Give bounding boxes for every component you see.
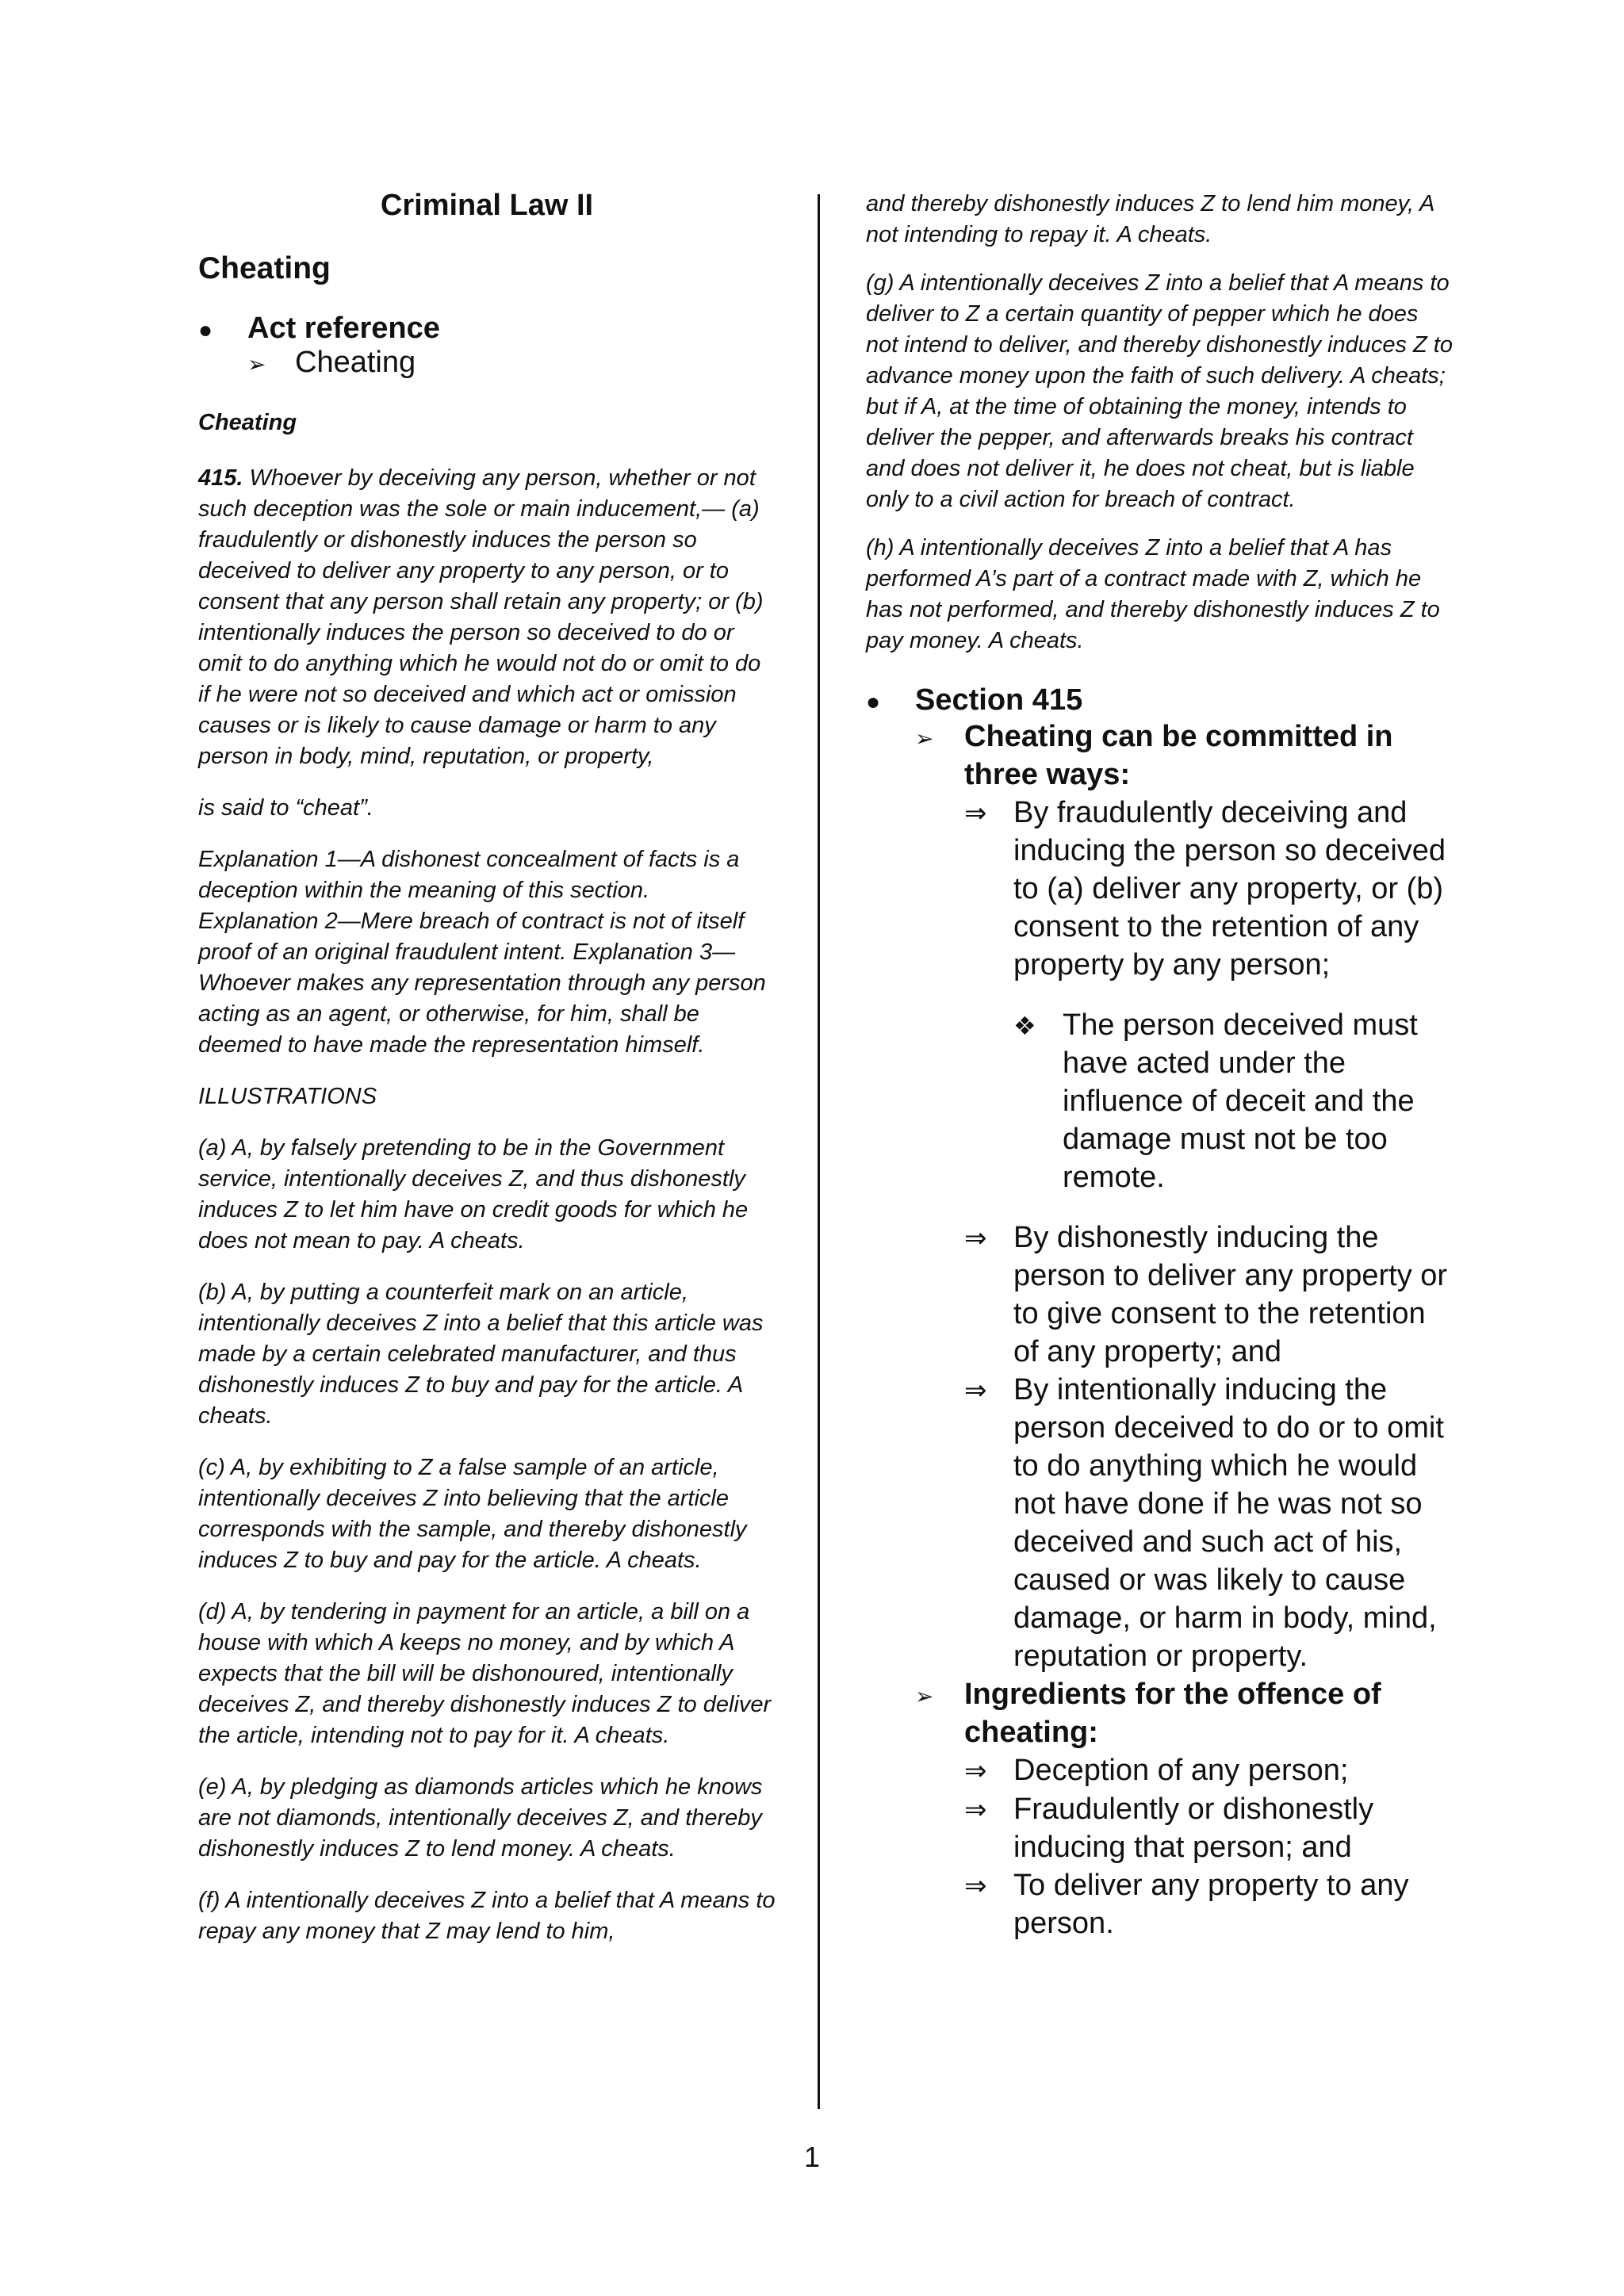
way-2 (964, 1219, 1453, 1371)
implies-arrow-icon: ⇒ (964, 798, 987, 828)
illustration-b: (b) A, by putting a counterfeit mark on an article, intentionally deceives Z into a belief that this article was made by a certain celebrated manufacturer, and thus dishonestly induces Z to buy and pay for the article. A cheats. (198, 1280, 764, 1429)
bullet-dot-icon: ● (198, 317, 213, 343)
arrowhead-bullet-icon: ➢ (915, 1684, 934, 1709)
implies-arrow-icon: ⇒ (964, 1795, 987, 1825)
topic-heading: Cheating (198, 251, 331, 285)
document-title: Criminal Law II (380, 189, 594, 222)
way-3-text: By intentionally inducing the person deceived to do or to omit to do anything which he would not have done if he was not so deceived and such act of his, caused or was likely to cause damage, or harm in body, mind, reputation or property. (1013, 1373, 1444, 1673)
bullet-dot-icon: ● (866, 689, 881, 715)
implies-arrow-icon: ⇒ (964, 1223, 987, 1253)
illustration-f: (f) A intentionally deceives Z into a belief that A means to repay any money that Z may lend to him, (198, 1888, 776, 1944)
ingredient-item (964, 1866, 1453, 1942)
ingredient-text: Deception of any person; (1013, 1754, 1349, 1787)
act-reference-bullet (198, 312, 776, 346)
right-column (866, 189, 1453, 1942)
ingredient-text: To deliver any property to any person. (1013, 1869, 1409, 1940)
ingredient-item (964, 1751, 1453, 1790)
implies-arrow-icon: ⇒ (964, 1756, 987, 1786)
implies-arrow-icon: ⇒ (964, 1376, 987, 1406)
section-415-bullet (866, 683, 1453, 718)
act-reference-label: Act reference (247, 312, 440, 345)
left-column (198, 189, 776, 1968)
column-divider (818, 194, 820, 2109)
illustration-c: (c) A, by exhibiting to Z a false sample of an article, intentionally deceives Z into believing that the article corresponds with the sample, and thereby dishonestly induces Z to buy and pay for the article. A cheats. (198, 1455, 747, 1573)
diamond-bullet-icon: ❖ (1013, 1012, 1036, 1040)
section-415-label: Section 415 (915, 683, 1083, 717)
ingredient-text: Fraudulently or dishonestly inducing that person; and (1013, 1793, 1374, 1864)
section-number: 415. (198, 465, 243, 491)
ways-heading-row (915, 718, 1453, 794)
way-3 (964, 1371, 1453, 1675)
way-1-note-text: The person deceived must have acted under the influence of deceit and the damage must not be too remote. (1063, 1008, 1418, 1194)
arrowhead-bullet-icon: ➢ (915, 726, 934, 751)
act-reference-sub (247, 346, 776, 380)
act-reference-sub-label: Cheating (295, 346, 416, 379)
illustration-h: (h) A intentionally deceives Z into a belief that A has performed A’s part of a contract made with Z, which he has not performed, and thereby dishonestly induces Z to pay money. A cheats. (866, 535, 1440, 653)
illustration-f-continued: and thereby dishonestly induces Z to lend him money, A not intending to repay it. A cheats. (866, 191, 1434, 247)
illustration-a: (a) A, by falsely pretending to be in the Government service, intentionally deceives Z, and thus dishonestly induces Z to let him have on credit goods for which he does not mean to pay. A cheats. (198, 1135, 749, 1253)
illustration-g: (g) A intentionally deceives Z into a belief that A means to deliver to Z a certain quantity of pepper which he does not intend to deliver, and thereby dishonestly induces Z to advance money upon the faith of such delivery. A cheats; but if A, at the time of obtaining the money, intends to deliver the pepper, and afterwards breaks his contract and does not deliver it, he does not cheat, but is liable only to a civil action for breach of contract. (866, 270, 1453, 512)
section-body: Whoever by deceiving any person, whether or not such deception was the sole or main inducement,— (a) fraudulently or dishonestly induces the person so deceived to deliver any property to any person, or to consent that any person shall retain any property; or (b) intentionally induces the person so deceived to do or omit to do anything which he would not do or omit to do if he were not so deceived and which act or omission causes or is likely to cause damage or harm to any person in body, mind, reputation, or property, (198, 465, 764, 769)
section-415-text (198, 463, 776, 772)
illustrations-heading: ILLUSTRATIONS (198, 1084, 377, 1109)
section-label: Cheating (198, 410, 297, 435)
said-to-cheat: is said to “cheat”. (198, 795, 373, 821)
illustration-e: (e) A, by pledging as diamonds articles which he knows are not diamonds, intentionally deceives Z, and thereby dishonestly induces Z to lend money. A cheats. (198, 1774, 763, 1862)
ingredients-heading-row (915, 1675, 1453, 1751)
explanations: Explanation 1—A dishonest concealment of facts is a deception within the meaning of this section. Explanation 2—Mere breach of contract is not of itself proof of an original fraudulent intent. Explanation 3—Whoever makes any representation through any person acting as an agent, or otherwise, for him, shall be deemed to have made the representation himself. (198, 847, 766, 1058)
way-1-note (1013, 1006, 1453, 1196)
way-1 (964, 794, 1453, 984)
way-1-text: By fraudulently deceiving and inducing the person so deceived to (a) deliver any property, or (b) consent to the retention of any property by any person; (1013, 796, 1446, 982)
illustration-d: (d) A, by tendering in payment for an article, a bill on a house with which A keeps no money, and by which A expects that the bill will be dishonoured, intentionally deceives Z, and thereby dishonestly induces Z to deliver the article, intending not to pay for it. A cheats. (198, 1599, 772, 1748)
page-number: 1 (803, 2141, 821, 2173)
way-2-text: By dishonestly inducing the person to deliver any property or to give consent to the retention of any property; and (1013, 1221, 1448, 1368)
arrowhead-bullet-icon: ➢ (247, 352, 266, 377)
ingredients-heading: Ingredients for the offence of cheating: (964, 1678, 1381, 1749)
implies-arrow-icon: ⇒ (964, 1871, 987, 1901)
ingredient-item (964, 1790, 1453, 1866)
ways-heading: Cheating can be committed in three ways: (964, 720, 1393, 791)
